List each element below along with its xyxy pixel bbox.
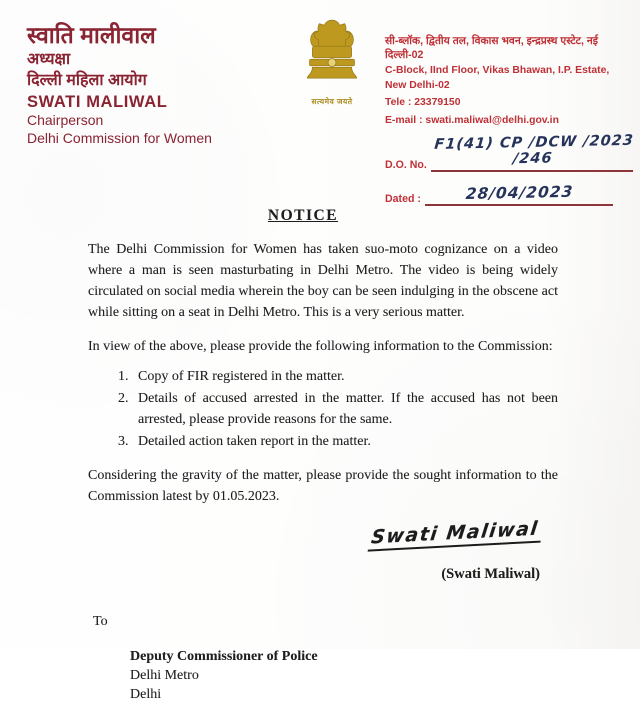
- dated-handwritten-value: 28/04/2023: [465, 182, 575, 203]
- do-number-label: D.O. No.: [385, 159, 427, 171]
- telephone-line: Tele : 23379150: [385, 97, 461, 108]
- chairperson-role-english: Chairperson: [27, 112, 104, 128]
- list-item-fir-copy: 1. Copy of FIR registered in the matter.: [132, 366, 558, 387]
- dated-row: [385, 182, 613, 206]
- emblem-motto: सत्यमेव जयते: [311, 97, 353, 106]
- chairperson-name-english: SWATI MALIWAL: [27, 93, 168, 111]
- list-item-action-taken-report: 3. Detailed action taken report in the matter.: [132, 431, 558, 452]
- office-address-hindi: सी-ब्लॉक, द्वितीय तल, विकास भवन, इन्द्रप्रस्थ एस्टेट, नई दिल्ली-02: [385, 35, 598, 61]
- do-number-row: [385, 132, 635, 172]
- letterhead-left: [27, 22, 212, 146]
- addressee-lines: [130, 647, 558, 704]
- handwritten-signature: Swati Maliwal: [367, 518, 543, 551]
- chairperson-role-hindi: अध्यक्षा: [27, 51, 71, 68]
- list-item-accused-details: 2. Details of accused arrested in the matter. If the accused has not been arrested, please provide reasons for the same.: [132, 388, 558, 430]
- signature-printed-name: (Swati Maliwal): [441, 566, 540, 582]
- addressee-department: Delhi Metro: [130, 668, 199, 683]
- signature-block: [88, 517, 558, 585]
- notice-paragraph-1: The Delhi Commission for Women has taken suo-moto cognizance on a video where a man is seen masturbating in Delhi Metro. The video is being widely circulated on social media wherein the boy can be seen indulging in the obscene act while sitting on a seat in Delhi Metro. This is a very serious matter.: [88, 242, 558, 320]
- notice-paragraph-2: In view of the above, please provide the following information to the Commission:: [88, 339, 553, 354]
- addressee-designation: Deputy Commissioner of Police: [130, 649, 318, 664]
- letterhead-contact-block: [385, 34, 633, 206]
- letter-body: [88, 205, 558, 704]
- ashoka-lion-capital-icon: [296, 8, 368, 96]
- notice-heading: NOTICE: [267, 207, 339, 224]
- commission-name-english: Delhi Commission for Women: [27, 129, 212, 146]
- commission-name-hindi: दिल्ली महिला आयोग: [27, 72, 147, 89]
- chairperson-name-hindi: स्वाति मालीवाल: [27, 22, 156, 48]
- do-number-line: [431, 132, 635, 172]
- requested-information-list: [88, 366, 558, 452]
- dated-line: [425, 182, 613, 206]
- national-emblem: [296, 8, 368, 107]
- do-number-handwritten-value: F1(41) CP /DCW /2023 /246: [433, 132, 635, 168]
- to-label: To: [93, 614, 108, 629]
- dated-label: Dated :: [385, 193, 421, 205]
- addressee-block: [88, 611, 558, 704]
- office-address-english: C-Block, IInd Floor, Vikas Bhawan, I.P. Estate, New Delhi-02: [385, 65, 610, 91]
- email-line: E-mail : swati.maliwal@delhi.gov.in: [385, 114, 559, 126]
- notice-paragraph-3: Considering the gravity of the matter, please provide the sought information to the Commission latest by 01.05.2023.: [88, 468, 558, 504]
- addressee-city: Delhi: [130, 687, 162, 702]
